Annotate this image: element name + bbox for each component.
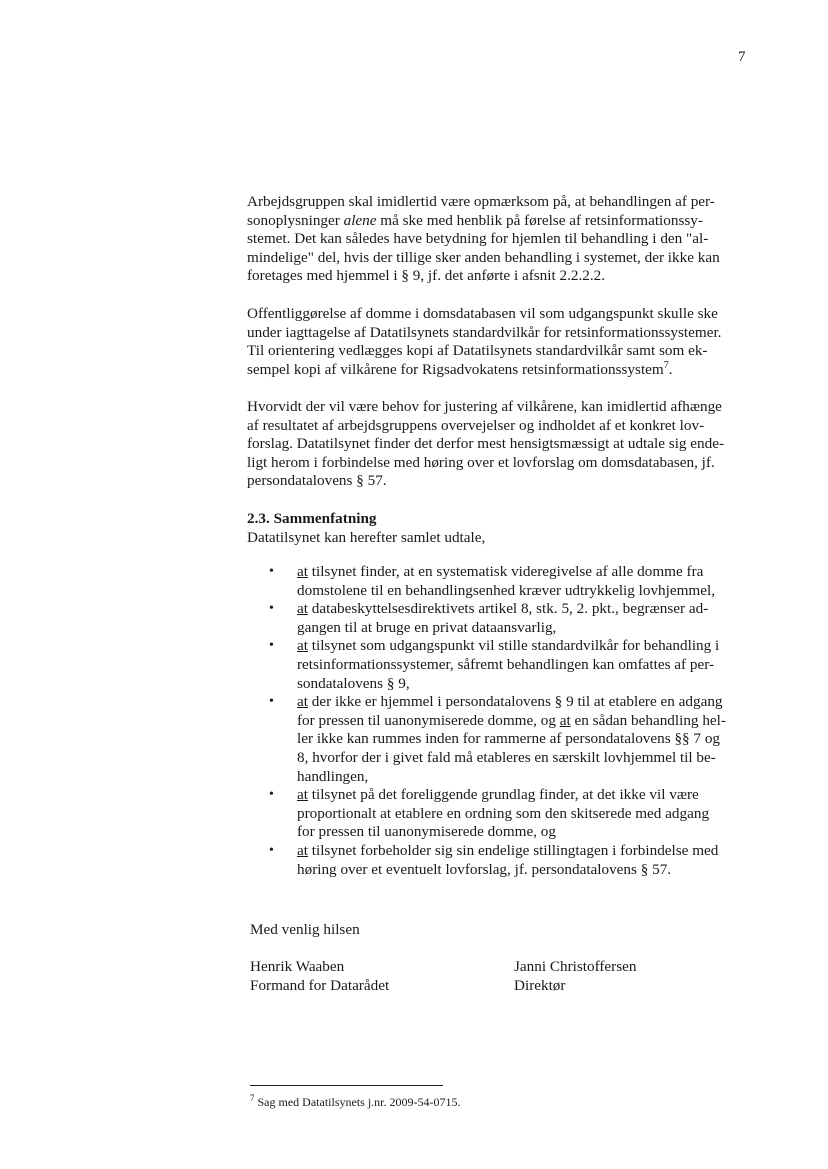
bullet-icon: • [269, 694, 274, 710]
list-item [247, 637, 757, 693]
bullet-icon: • [269, 787, 274, 803]
section-intro: Datatilsynet kan herefter samlet udtale, [247, 528, 486, 546]
signature-block-1 [250, 958, 389, 995]
underlined-at: at [297, 693, 308, 711]
bullet-icon: • [269, 842, 274, 858]
signer-title: Formand for Datarådet [250, 976, 390, 994]
emphasis-alene: alene [343, 211, 377, 229]
section-heading: 2.3. Sammenfatning [247, 510, 377, 527]
underlined-at: at [297, 786, 308, 804]
section-summary [247, 510, 757, 547]
text-line: handlingen, [297, 767, 369, 785]
text-line: persondatalovens § 57. [247, 472, 387, 490]
text-line: Arbejdsgruppen skal imidlertid være opmærksom på, at behandlingen af per- [247, 193, 715, 210]
footnote [250, 1095, 460, 1110]
text-line: under iagttagelse af Datatilsynets standardvilkår for retsinformationssystemer. [247, 323, 722, 341]
bullet-icon: • [269, 564, 274, 579]
text-line [247, 212, 757, 231]
text-span: for pressen til uanonymiserede domme, og [297, 711, 560, 729]
text-span: . [668, 360, 673, 378]
underlined-at: at [559, 711, 571, 729]
list-item [247, 563, 757, 600]
bullet-icon: • [269, 601, 274, 617]
text-span: en sådan behandling hel- [570, 711, 726, 729]
text-line [297, 600, 757, 619]
text-span: databeskyttelsesdirektivets artikel 8, stk. 5, 2. pkt., begrænser ad- [307, 600, 709, 618]
text-line [297, 842, 757, 861]
text-span: tilsynet finder, at en systematisk videregivelse af alle domme fra [307, 563, 704, 580]
text-line: domstolene til en behandlingsenhed kræver udtrykkelig lovhjemmel, [297, 581, 715, 599]
text-span: må ske med henblik på førelse af retsinformationssy- [376, 211, 703, 229]
page-number: 7 [738, 49, 746, 65]
paragraph-2 [247, 305, 757, 379]
text-line: høring over et eventuelt lovforslag, jf. persondatalovens § 57. [297, 860, 672, 878]
text-line [297, 637, 757, 656]
text-line: ligt herom i forbindelse med høring over et lovforslag om domsdatabasen, jf. [247, 453, 715, 471]
underlined-at: at [297, 563, 308, 580]
text-line: 8, hvorfor der i givet fald må etableres en særskilt lovhjemmel til be- [297, 748, 716, 766]
text-line: retsinformationssystemer, såfremt behandlingen kan omfattes af per- [297, 655, 715, 673]
footnote-text: Sag med Datatilsynets j.nr. 2009-54-0715. [254, 1095, 461, 1109]
bullet-list [247, 563, 757, 879]
text-span: tilsynet som udgangspunkt vil stille standardvilkår for behandling i [307, 637, 720, 655]
list-item [247, 842, 757, 879]
footnote-divider [250, 1085, 443, 1086]
signer-name: Henrik Waaben [250, 958, 345, 975]
text-span: der ikke er hjemmel i persondatalovens § 9 til at etablere en adgang [307, 693, 723, 711]
text-span: tilsynet på det foreliggende grundlag finder, at det ikke vil være [307, 786, 699, 804]
footnote-reference: 7 [663, 359, 669, 371]
list-item [247, 600, 757, 637]
closing-greeting: Med venlig hilsen [250, 921, 360, 938]
signature-block-2 [514, 958, 636, 995]
text-line: mindelige" del, hvis der tillige sker anden behandling i systemet, der ikke kan [247, 248, 720, 266]
text-span: sempel kopi af vilkårene for Rigsadvokatens retsinformationssystem [247, 360, 664, 378]
paragraph-3 [247, 398, 757, 491]
text-line: Til orientering vedlægges kopi af Datatilsynets standardvilkår samt som ek- [247, 342, 708, 360]
text-line [297, 693, 757, 712]
list-item [247, 693, 757, 786]
text-span: tilsynet forbeholder sig sin endelige stillingtagen i forbindelse med [307, 841, 719, 859]
text-line: Hvorvidt der vil være behov for justering af vilkårene, kan imidlertid afhænge [247, 398, 722, 415]
text-line: ler ikke kan rummes inden for rammerne af persondatalovens §§ 7 og [297, 730, 721, 748]
text-line: proportionalt at etablere en ordning som den skitserede med adgang [297, 804, 710, 822]
text-line: af resultatet af arbejdsgruppens overvejelser og indholdet af et konkret lov- [247, 416, 705, 434]
list-item [247, 786, 757, 842]
underlined-at: at [297, 600, 308, 618]
bullet-icon: • [269, 638, 274, 654]
signer-name: Janni Christoffersen [514, 958, 637, 975]
text-span: sonoplysninger [247, 211, 344, 229]
underlined-at: at [297, 637, 308, 655]
text-line [297, 712, 757, 731]
text-line [247, 361, 757, 380]
text-line: stemet. Det kan således have betydning for hjemlen til behandling i den "al- [247, 230, 709, 248]
text-line: gangen til at bruge en privat dataansvarlig, [297, 618, 557, 636]
text-line [297, 563, 757, 582]
text-line: sondatalovens § 9, [297, 674, 410, 692]
underlined-at: at [297, 841, 308, 859]
signer-title: Direktør [514, 976, 566, 994]
text-line: Offentliggørelse af domme i domsdatabasen vil som udgangspunkt skulle ske [247, 305, 718, 322]
text-line [297, 786, 757, 805]
paragraph-1 [247, 193, 757, 286]
text-line: forslag. Datatilsynet finder det derfor mest hensigtsmæssigt at udtale sig ende- [247, 435, 725, 453]
text-line: foretages med hjemmel i § 9, jf. det anførte i afsnit 2.2.2.2. [247, 267, 606, 285]
footnote-marker: 7 [250, 1093, 255, 1103]
text-line: for pressen til uanonymiserede domme, og [297, 823, 556, 841]
